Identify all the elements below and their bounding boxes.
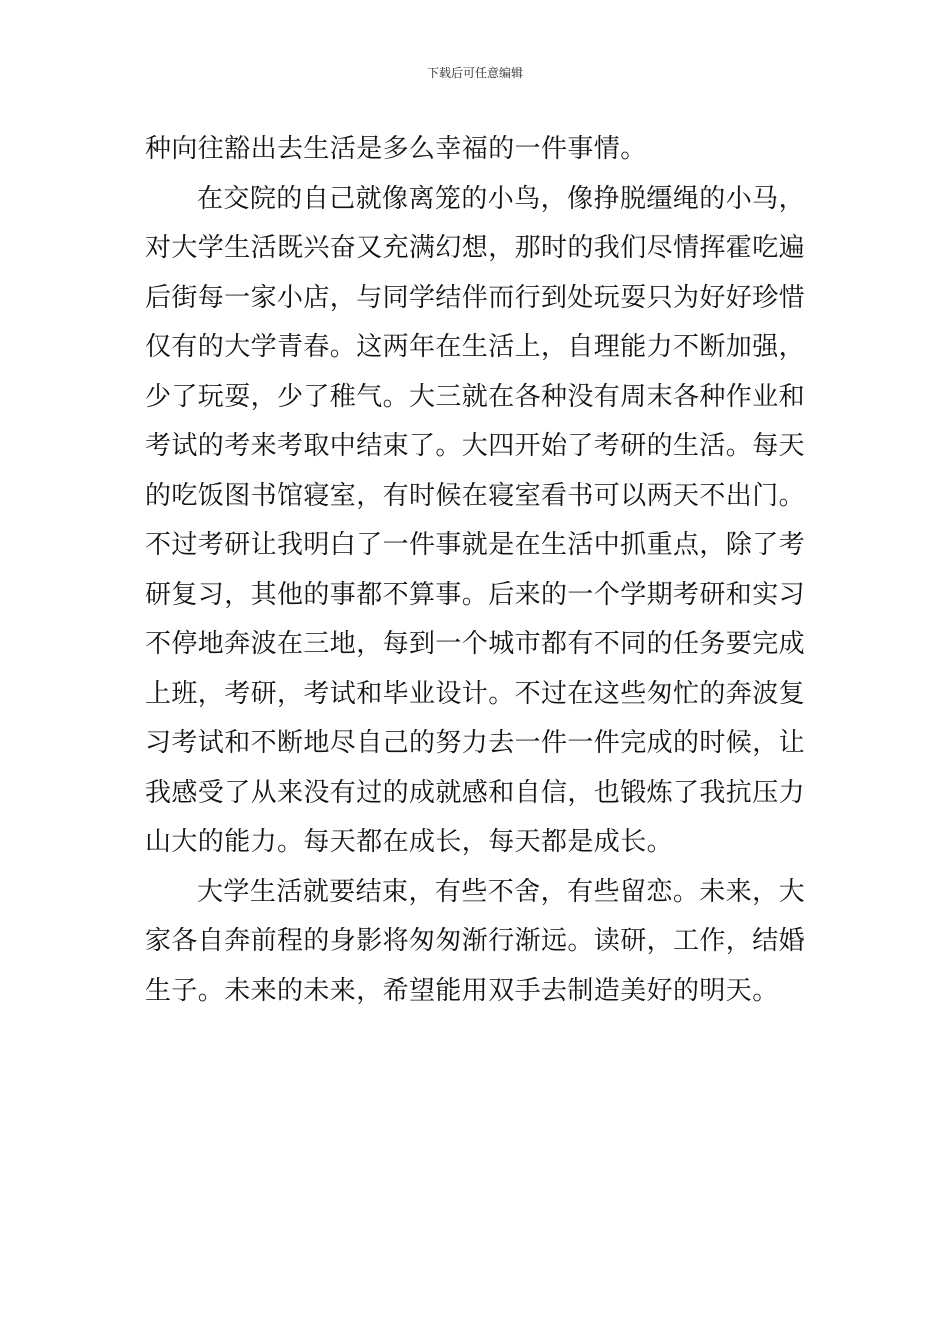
paragraph-2: 在交院的自己就像离笼的小鸟，像挣脱缰绳的小马，对大学生活既兴奋又充满幻想，那时的我们尽情挥霍吃遍后街每一家小店，与同学结伴而行到处玩耍只为好好珍惜仅有的大学青春。这两年在生活上，自理能力不断加强，少了玩耍，少了稚气。大三就在各种没有周末各种作业和考试的考来考取中结束了。大四开始了考研的生活。每天的吃饭图书馆寝室，有时候在寝室看书可以两天不出门。不过考研让我明白了一件事就是在生活中抓重点，除了考研复习，其他的事都不算事。后来的一个学期考研和实习不停地奔波在三地，每到一个城市都有不同的任务要完成上班，考研，考试和毕业设计。不过在这些匆忙的奔波复习考试和不断地尽自己的努力去一件一件完成的时候，让我感受了从来没有过的成就感和自信，也锻炼了我抗压力山大的能力。每天都在成长，每天都是成长。 <box>145 183 806 857</box>
paragraph-1: 种向往豁出去生活是多么幸福的一件事情。 <box>145 134 647 164</box>
paragraph-3: 大学生活就要结束，有些不舍，有些留恋。未来，大家各自奔前程的身影将匆匆渐行渐远。读研，工作，结婚生子。未来的未来，希望能用双手去制造美好的明天。 <box>145 876 806 1006</box>
document-body <box>145 125 805 1016</box>
page-header: 下载后可任意编辑 <box>426 66 523 80</box>
